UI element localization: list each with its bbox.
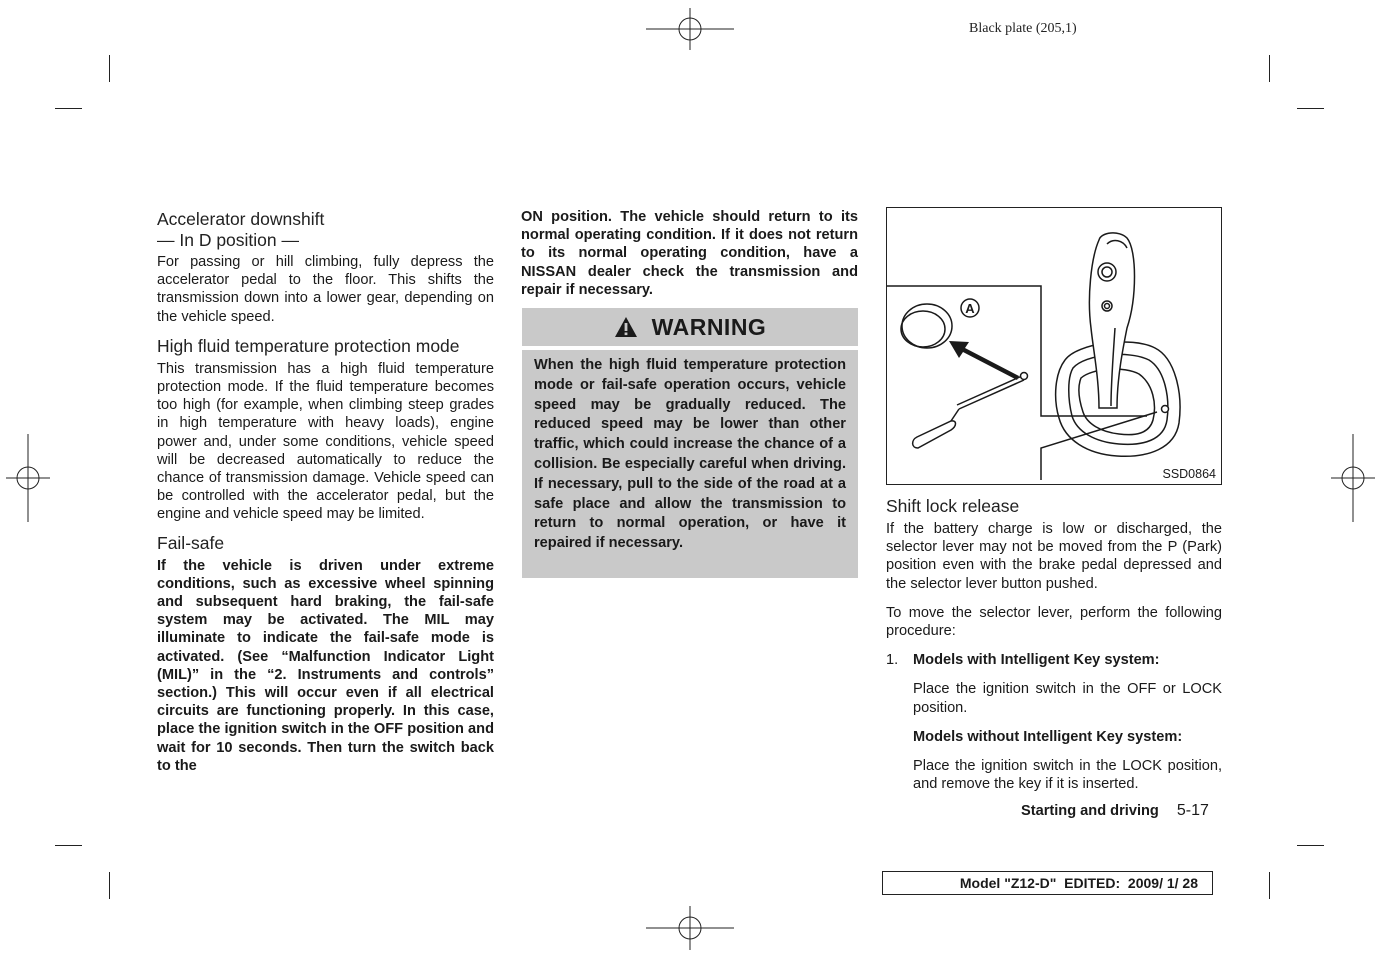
step2-text: Place the ignition switch in the LOCK position, and remove the key if it is inserted. [913, 758, 1222, 793]
shift-lock-figure [886, 207, 1222, 485]
shift-lever-illustration [887, 208, 1221, 484]
section-name: Starting and driving [1021, 803, 1159, 819]
warning-header [522, 308, 858, 346]
paragraph-fluid-temperature: This transmission has a high fluid temperature protection mode. If the fluid temperature becomes too high (for example, when climbing steep grades in high temperature with heavy loads), engine power and, under some conditions, vehicle speed will be decreased automatically to reduce the chance of transmission damage. Vehicle speed can be controlled with the accelerator pedal, but the engine and vehicle speed may be limited. [157, 360, 494, 523]
heading-shift-lock-release: Shift lock release [886, 496, 1020, 516]
warning-body: When the high fluid temperature protection mode or fail-safe operation occurs, vehicle speed may be gradually reduced. The reduced speed may be lower than other traffic, which could increase the chance of a collision. Be especially careful when driving. If necessary, pull to the side of the road at a safe place and allow the transmission to return to normal operation, or have it repaired if necessary. [522, 350, 858, 578]
step1-text: Place the ignition switch in the OFF or LOCK position. [913, 681, 1222, 716]
paragraph-procedure: To move the selector lever, perform the following procedure: [886, 604, 1222, 640]
heading-accelerator-downshift: Accelerator downshift [157, 209, 325, 229]
continuation-text: ON position. The vehicle should return to its normal operating condition. If it does not return to its normal operating condition, have a NISSAN dealer check the transmission and repair if necessary. [521, 209, 858, 298]
heading-high-fluid-temperature: High fluid temperature protection mode [157, 335, 460, 356]
paragraph-downshift: For passing or hill climbing, fully depress the accelerator pedal to the floor. This shifts the transmission down into a lower gear, depending on the vehicle speed. [157, 254, 494, 325]
page-number: 5-17 [1176, 802, 1209, 819]
left-column [157, 209, 494, 775]
procedure-step-1 [886, 651, 1222, 793]
subheading-d-position: — In D position — [157, 230, 299, 250]
warning-title: WARNING [651, 313, 767, 340]
heading-fail-safe: Fail-safe [157, 532, 225, 553]
page-footer [1021, 802, 1209, 820]
model-edited-label: Model "Z12-D" EDITED: 2009/ 1/ 28 [959, 875, 1198, 891]
right-column [886, 496, 1222, 793]
figure-callout-label: A [965, 301, 975, 316]
step1-title: Models with Intelligent Key system: [913, 652, 1160, 669]
paragraph-fail-safe: If the vehicle is driven under extreme conditions, such as excessive wheel spinning and subsequent hard braking, the fail-safe system may be activated. The MIL may illuminate to indicate the fail-safe mode is activated. (See “Malfunction Indicator Light (MIL)” in the “2. Instruments and controls” section.) This will occur even if all electrical circuits are functioning properly. In this case, place the ignition switch in the OFF position and wait for 10 seconds. Then turn the switch back to the [157, 557, 494, 774]
model-edited-box [882, 871, 1213, 895]
warning-triangle-icon [614, 316, 638, 338]
step-number: 1. [886, 652, 899, 669]
figure-code: SSD0864 [1162, 467, 1216, 481]
paragraph-shift-lock-intro: If the battery charge is low or discharged, the selector lever may not be moved from the P (Park) position even with the brake pedal depressed and the selector lever button pushed. [886, 521, 1222, 592]
step2-title: Models without Intelligent Key system: [913, 728, 1183, 745]
plate-label: Black plate (205,1) [969, 21, 1077, 36]
